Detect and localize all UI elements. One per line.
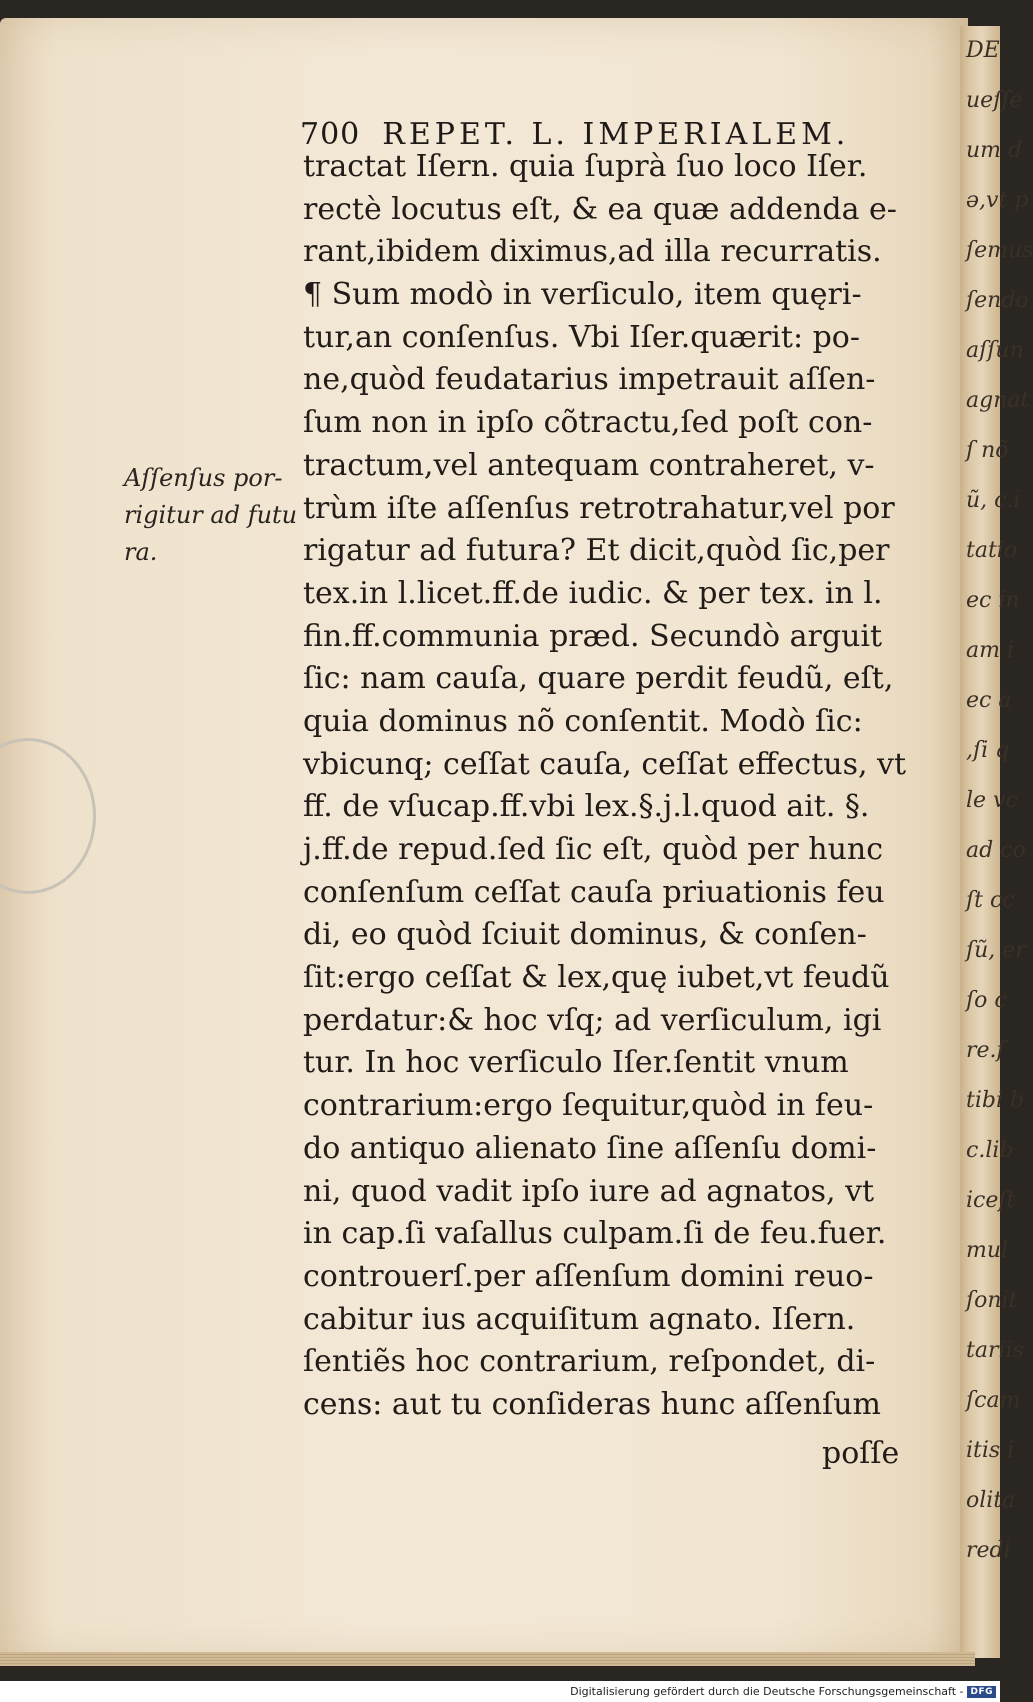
adjacent-page-fragment: ,ſi q — [966, 738, 1010, 763]
adjacent-page-fragment: DE — [966, 38, 1000, 63]
text-line: ſum non in ipſo cõtractu,ſed poſt con- — [303, 405, 873, 441]
digitization-footer — [0, 1681, 1000, 1702]
adjacent-page-fragment: itis i — [966, 1438, 1015, 1463]
text-line: rant,ibidem diximus,ad illa recurratis. — [303, 234, 882, 270]
text-line: ſit:ergo ceſſat & lex,quę iubet,vt feudũ — [303, 960, 890, 996]
adjacent-page-fragment: ſonit — [966, 1288, 1018, 1313]
text-line: ſentiẽs hoc contrarium, reſpondet, di- — [303, 1344, 876, 1380]
adjacent-page-fragment: iceſt — [966, 1188, 1016, 1213]
text-line: ff. de vſucap.ff.vbi lex.§.j.l.quod ait. §. — [303, 789, 870, 825]
text-line: cens: aut tu conſideras hunc aſſenſum — [303, 1386, 881, 1422]
adjacent-page-fragment: ſ nõ — [966, 438, 1009, 463]
adjacent-page-fragment: redi — [966, 1538, 1011, 1563]
adjacent-page-fragment: ec a — [966, 688, 1012, 713]
text-line: do antiquo alienato ſine aſſenſu domi- — [303, 1130, 877, 1166]
text-line: tex.in l.licet.ff.de iudic. & per tex. in l. — [303, 575, 883, 611]
adjacent-page-fragment: agnat — [966, 388, 1030, 413]
adjacent-page-fragment: olita — [966, 1488, 1016, 1513]
text-line: j.ff.de repud.ſed ſic eſt, quòd per hunc — [303, 832, 884, 867]
adjacent-page-fragment: le vc — [966, 788, 1018, 813]
page-number: 700 — [300, 117, 361, 152]
adjacent-page-fragment: re.ſ — [966, 1038, 1005, 1063]
text-line: rigatur ad futura? Et dicit,quòd ſic,per — [303, 533, 890, 569]
adjacent-page-fragment: ǝ,vt p — [966, 188, 1029, 213]
margin-note — [124, 460, 298, 571]
adjacent-page-fragment: ſũ, er — [966, 938, 1026, 963]
adjacent-page-fragment: ſcam — [966, 1388, 1021, 1413]
adjacent-page-fragment: aſſun — [966, 338, 1024, 363]
adjacent-page-edge — [960, 26, 1033, 1658]
text-line: perdatur:& hoc vſq; ad verſiculum, igi — [303, 1002, 882, 1038]
text-line: ne,quòd feudatarius impetrauit aſſen- — [303, 362, 876, 398]
text-line: tractat Iſern. quia ſuprà ſuo loco Iſer. — [303, 149, 868, 184]
adjacent-page-fragment: ſo c — [966, 988, 1007, 1013]
adjacent-page-fragment: mul — [966, 1238, 1009, 1263]
dfg-logo: DFG — [967, 1686, 996, 1698]
adjacent-page-fragment: tibi b — [966, 1088, 1025, 1113]
text-line: tur. In hoc verſiculo Iſer.ſentit vnum — [303, 1045, 849, 1081]
text-line: quia dominus nõ conſentit. Modò ſic: — [303, 703, 863, 739]
adjacent-page-fragment: ueſſe — [966, 88, 1023, 113]
text-line: vbicunq; ceſſat cauſa, ceſſat effectus, vt — [303, 746, 907, 782]
text-line: ¶ Sum modò in verſiculo, item quęri- — [303, 277, 862, 313]
catchword: poſſe — [822, 1436, 900, 1471]
text-line: in cap.ſi vaſallus culpam.ſi de feu.fuer. — [303, 1216, 887, 1252]
text-line: di, eo quòd ſciuit dominus, & conſen- — [303, 917, 867, 953]
adjacent-page-fragment: am i — [966, 638, 1015, 663]
text-line: conſenſum ceſſat cauſa priuationis feu — [303, 874, 885, 910]
adjacent-page-fragment: tariis — [966, 1338, 1024, 1363]
adjacent-page-fragment: ec in — [966, 588, 1020, 613]
body-text — [303, 146, 910, 1446]
text-line: rectè locutus eſt, & ea quæ addenda e- — [303, 191, 897, 227]
adjacent-page-fragment: ſendo — [966, 288, 1029, 313]
text-line: ni, quod vadit ipſo iure ad agnatos, vt — [303, 1173, 875, 1209]
text-line: cabitur ius acquiſitum agnato. Iſern. — [303, 1301, 856, 1337]
adjacent-page-fragment: ſemus — [966, 238, 1033, 263]
text-line: ſic: nam cauſa, quare perdit feudũ, eſt, — [303, 661, 894, 697]
text-line: controuerſ.per aſſenſum domini reuo- — [303, 1258, 874, 1294]
running-title: REPET. L. IMPERIALEM. — [382, 117, 850, 152]
text-line: tractum,vel antequam contraheret, v- — [303, 447, 875, 483]
text-line: tur,an conſenſus. Vbi Iſer.quærit: po- — [303, 319, 861, 355]
adjacent-page-fragment: tatio — [966, 538, 1018, 563]
margin-note-line: rigitur ad futu — [124, 501, 298, 529]
adjacent-page-fragment: ũ, c.i — [966, 488, 1021, 513]
margin-note-line: Aſſenſus por- — [124, 464, 283, 492]
adjacent-page-fragment: ad co — [966, 838, 1026, 863]
adjacent-page-fragment: ſt cc — [966, 888, 1015, 913]
text-line: trùm iſte aſſenſus retrotrahatur,vel por — [303, 490, 895, 526]
footer-text: Digitalisierung gefördert durch die Deutsche Forschungsgemeinschaft - — [570, 1685, 964, 1698]
text-line: contrarium:ergo ſequitur,quòd in feu- — [303, 1088, 874, 1124]
adjacent-page-fragment: c.lib — [966, 1138, 1014, 1163]
adjacent-page-fragment: um d — [966, 138, 1023, 163]
text-line: fin.ff.communia præd. Secundò arguit — [303, 618, 883, 654]
page-stack-edge — [0, 1652, 975, 1666]
margin-note-line: ra. — [124, 538, 158, 566]
